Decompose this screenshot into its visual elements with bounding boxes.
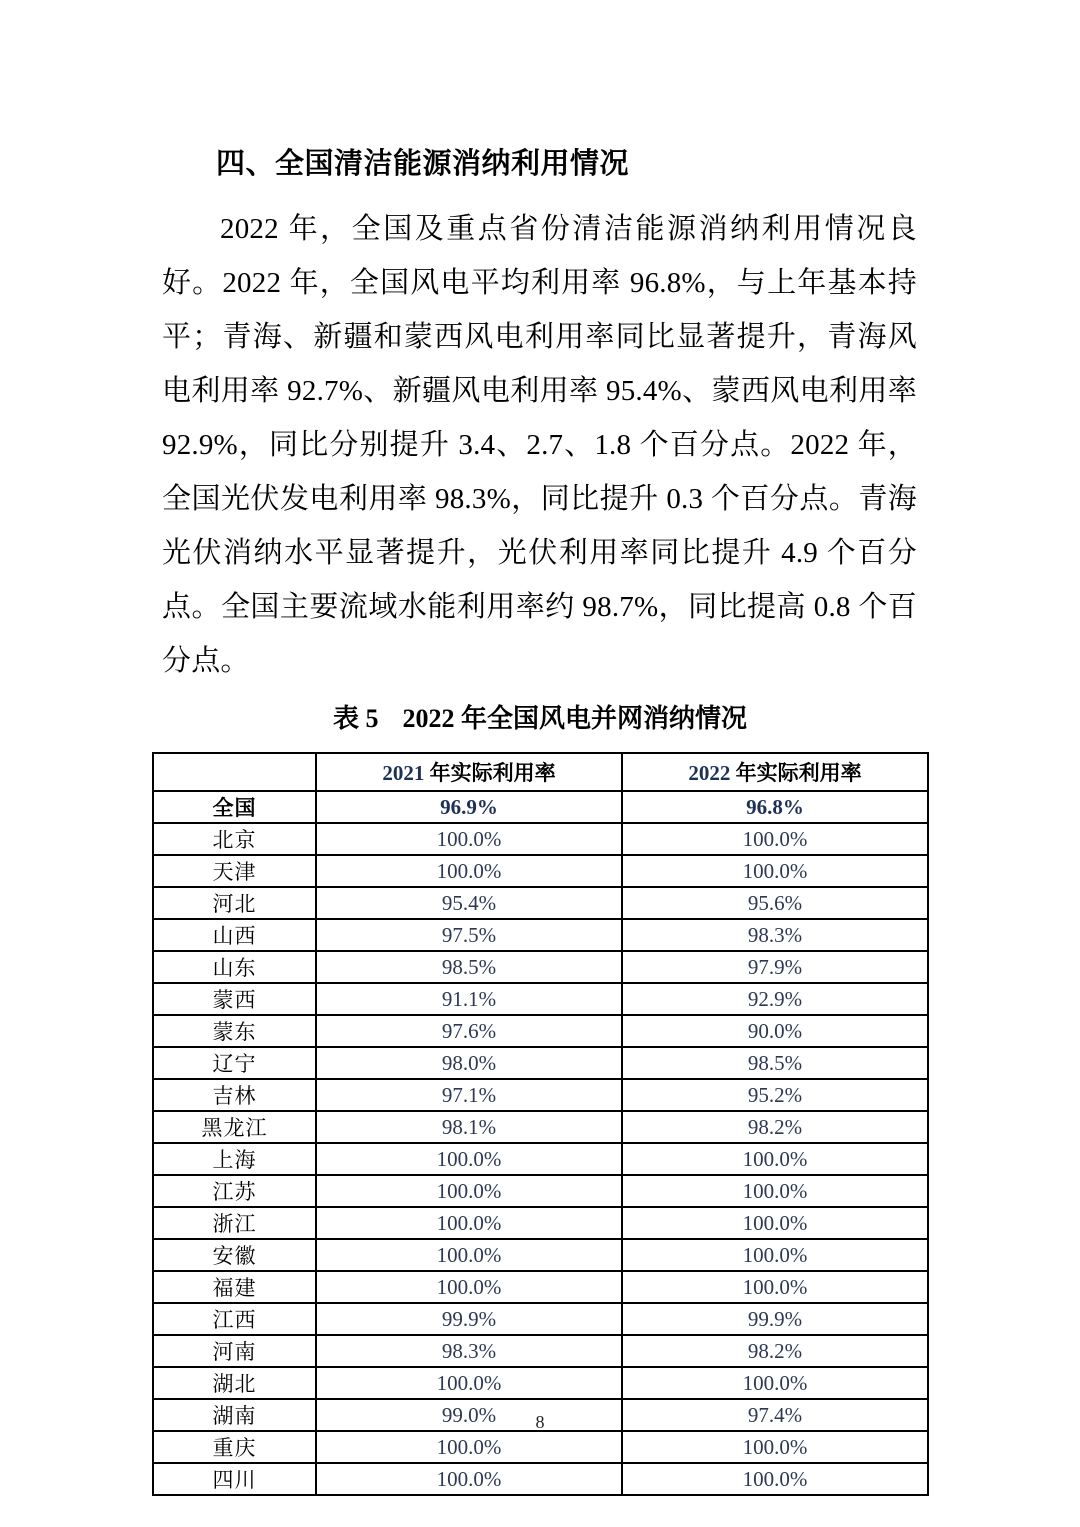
value-2022-cell: 95.2%: [622, 1079, 928, 1111]
value-2021-cell: 100.0%: [316, 1239, 622, 1271]
page-number: 8: [535, 1412, 545, 1432]
value-2021-cell: 97.6%: [316, 1015, 622, 1047]
value-2021-cell: 91.1%: [316, 983, 622, 1015]
region-cell: 浙江: [153, 1207, 316, 1239]
table-row: [153, 1143, 928, 1175]
value-2022-cell: 100.0%: [622, 1271, 928, 1303]
value-2022-cell: 100.0%: [622, 1207, 928, 1239]
value-2022-cell: 100.0%: [622, 855, 928, 887]
region-column-header: [153, 753, 316, 791]
region-cell: 河北: [153, 887, 316, 919]
table-row: [153, 1079, 928, 1111]
value-2022-cell: 98.5%: [622, 1047, 928, 1079]
value-2022-cell: 98.2%: [622, 1111, 928, 1143]
table-row: [153, 919, 928, 951]
value-2022-cell: 97.4%: [622, 1399, 928, 1431]
region-cell: 全国: [153, 791, 316, 823]
wind-utilization-table: [152, 752, 929, 1496]
content-column: [152, 0, 928, 1496]
region-cell: 江苏: [153, 1175, 316, 1207]
value-2021-cell: 100.0%: [316, 1463, 622, 1495]
table-row: [153, 1431, 928, 1463]
table-row: [153, 1303, 928, 1335]
region-cell: 湖南: [153, 1399, 316, 1431]
table-row: [153, 1239, 928, 1271]
region-cell: 黑龙江: [153, 1111, 316, 1143]
table-row: [153, 1047, 928, 1079]
table-row: [153, 1175, 928, 1207]
value-2022-cell: 99.9%: [622, 1303, 928, 1335]
table-row: [153, 887, 928, 919]
table-title: [152, 704, 928, 734]
value-2021-cell: 98.0%: [316, 1047, 622, 1079]
region-cell: 湖北: [153, 1367, 316, 1399]
region-cell: 福建: [153, 1271, 316, 1303]
table-row: [153, 1111, 928, 1143]
column-header-2022-year: 2022: [688, 761, 731, 785]
region-cell: 吉林: [153, 1079, 316, 1111]
value-2021-cell: 95.4%: [316, 887, 622, 919]
table-row: [153, 1271, 928, 1303]
region-cell: 蒙西: [153, 983, 316, 1015]
value-2021-cell: 100.0%: [316, 1367, 622, 1399]
column-header-2021-label: 年实际利用率: [424, 761, 556, 785]
table-title-text: 2022 年全国风电并网消纳情况: [402, 704, 748, 733]
region-cell: 重庆: [153, 1431, 316, 1463]
value-2022-cell: 100.0%: [622, 1367, 928, 1399]
value-2021-cell: 98.1%: [316, 1111, 622, 1143]
table-row: [153, 951, 928, 983]
column-header-2022: [622, 753, 928, 791]
region-cell: 山西: [153, 919, 316, 951]
value-2022-cell: 96.8%: [622, 791, 928, 823]
column-header-2022-label: 年实际利用率: [730, 761, 862, 785]
value-2021-cell: 98.5%: [316, 951, 622, 983]
value-2022-cell: 100.0%: [622, 1463, 928, 1495]
value-2022-cell: 100.0%: [622, 1239, 928, 1271]
region-cell: 四川: [153, 1463, 316, 1495]
value-2021-cell: 100.0%: [316, 1207, 622, 1239]
value-2022-cell: 92.9%: [622, 983, 928, 1015]
region-cell: 蒙东: [153, 1015, 316, 1047]
value-2021-cell: 97.1%: [316, 1079, 622, 1111]
region-cell: 江西: [153, 1303, 316, 1335]
value-2022-cell: 98.3%: [622, 919, 928, 951]
body-paragraph: 2022 年，全国及重点省份清洁能源消纳利用情况良好。2022 年，全国风电平均利用率 96.8%，与上年基本持平；青海、新疆和蒙西风电利用率同比显著提升，青海风电利用率 92.7%、新疆风电利用率 95.4%、蒙西风电利用率 92.9%，同比分别提升 3.4、2.7、1.8 个百分点。2022 年，全国光伏发电利用率 98.3%，同比提升 0.3 个百分点。青海光伏消纳水平显著提升，光伏利用率同比提升 4.9 个百分点。全国主要流域水能利用率约 98.7%，同比提高 0.8 个百分点。: [162, 213, 917, 677]
table-row: [153, 1207, 928, 1239]
value-2021-cell: 100.0%: [316, 1431, 622, 1463]
table-row: [153, 1463, 928, 1495]
value-2022-cell: 90.0%: [622, 1015, 928, 1047]
region-cell: 山东: [153, 951, 316, 983]
column-header-2021-year: 2021: [382, 761, 425, 785]
value-2022-cell: 100.0%: [622, 1431, 928, 1463]
table-row: [153, 983, 928, 1015]
region-cell: 辽宁: [153, 1047, 316, 1079]
value-2022-cell: 95.6%: [622, 887, 928, 919]
table-header-row: [153, 753, 928, 791]
column-header-2021: [316, 753, 622, 791]
table-row: [153, 1367, 928, 1399]
table-row: [153, 855, 928, 887]
value-2022-cell: 100.0%: [622, 1175, 928, 1207]
value-2022-cell: 98.2%: [622, 1335, 928, 1367]
value-2021-cell: 100.0%: [316, 1143, 622, 1175]
value-2022-cell: 100.0%: [622, 823, 928, 855]
table-row: [153, 1015, 928, 1047]
region-cell: 北京: [153, 823, 316, 855]
value-2021-cell: 100.0%: [316, 855, 622, 887]
value-2021-cell: 97.5%: [316, 919, 622, 951]
table-row: [153, 1335, 928, 1367]
section-heading: 四、全国清洁能源消纳利用情况: [216, 148, 630, 180]
value-2021-cell: 99.0%: [316, 1399, 622, 1431]
region-cell: 河南: [153, 1335, 316, 1367]
table-row: [153, 791, 928, 823]
region-cell: 天津: [153, 855, 316, 887]
table-title-label: 表 5: [332, 704, 379, 733]
value-2021-cell: 99.9%: [316, 1303, 622, 1335]
value-2021-cell: 100.0%: [316, 1271, 622, 1303]
table-row: [153, 823, 928, 855]
value-2021-cell: 100.0%: [316, 1175, 622, 1207]
value-2022-cell: 100.0%: [622, 1143, 928, 1175]
value-2022-cell: 97.9%: [622, 951, 928, 983]
value-2021-cell: 100.0%: [316, 823, 622, 855]
region-cell: 上海: [153, 1143, 316, 1175]
value-2021-cell: 98.3%: [316, 1335, 622, 1367]
region-cell: 安徽: [153, 1239, 316, 1271]
value-2021-cell: 96.9%: [316, 791, 622, 823]
